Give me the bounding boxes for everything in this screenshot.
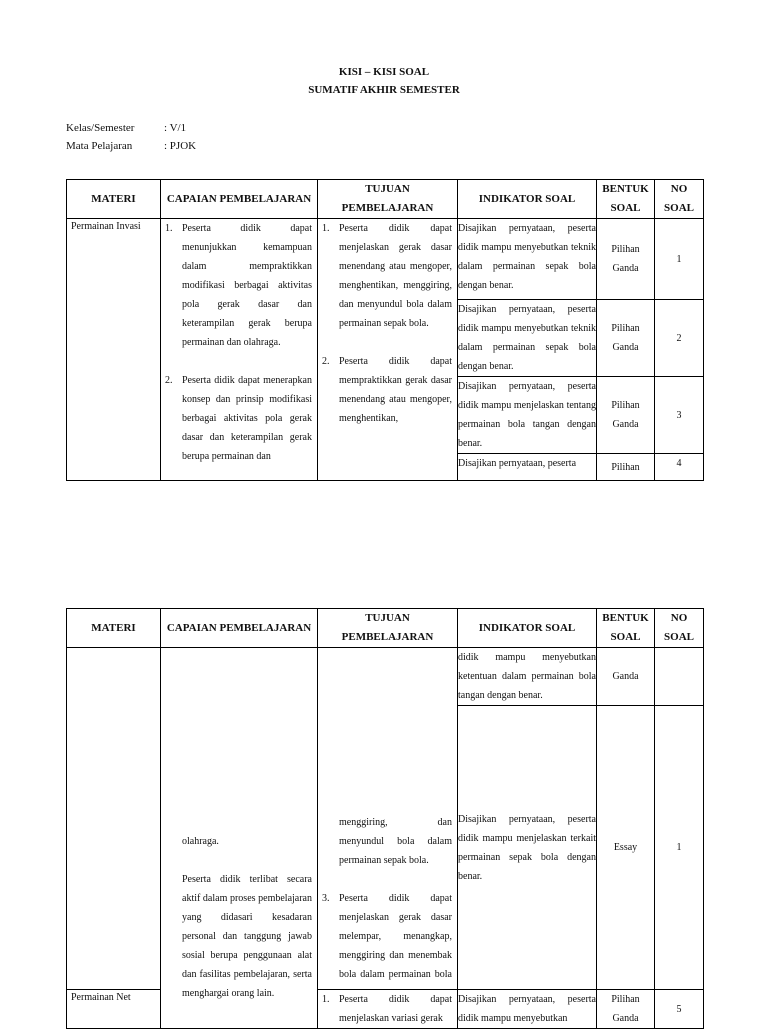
no-cell: 1 bbox=[655, 219, 704, 300]
bentuk-cell bbox=[597, 219, 655, 300]
tujuan-item-number: 1. bbox=[322, 994, 330, 1005]
header-bentuk-line2: SOAL bbox=[610, 202, 641, 214]
doc-subtitle: SUMATIF AKHIR SEMESTER bbox=[308, 84, 460, 96]
header-no-line2: SOAL bbox=[664, 631, 694, 643]
bentuk-cell bbox=[597, 300, 655, 377]
header-tujuan-line2: PEMBELAJARAN bbox=[341, 202, 434, 214]
bentuk-cell bbox=[597, 377, 655, 454]
tujuan-cell bbox=[318, 648, 458, 990]
tujuan-item-number: 2. bbox=[322, 356, 330, 367]
mapel-value: : PJOK bbox=[164, 140, 197, 152]
tujuan-item-text: Peserta didik dapat mempraktikkan gerak dasar menendang atau mengoper, menghentikan, bbox=[339, 356, 452, 424]
tujuan-item-number: 1. bbox=[322, 223, 330, 234]
capaian-item-number: 2. bbox=[165, 375, 173, 386]
bentuk-line1: Pilihan bbox=[611, 323, 640, 334]
header-bentuk-line2: SOAL bbox=[610, 631, 641, 643]
header-no-line1: NO bbox=[670, 183, 688, 195]
header-no bbox=[655, 180, 704, 219]
header-bentuk bbox=[597, 180, 655, 219]
bentuk-line2: Ganda bbox=[612, 342, 639, 353]
capaian-item-2 bbox=[161, 371, 317, 466]
capaian-cell bbox=[161, 219, 318, 481]
capaian-item-1 bbox=[161, 219, 317, 352]
capaian-item-text: Peserta didik dapat menerapkan konsep dan prinsip modifikasi berbagai aktivitas pola gerak dasar dan keterampilan gerak berupa permainan dan bbox=[182, 375, 312, 462]
kisi-table-2 bbox=[66, 608, 704, 1029]
mapel-label: Mata Pelajaran bbox=[66, 140, 133, 152]
bentuk-line1: Pilihan bbox=[611, 400, 640, 411]
bentuk-cell: Ganda bbox=[597, 648, 655, 706]
indikator-cell: Disajikan pernyataan, peserta didik mampu menjelaskan tentang permainan bola tangan dengan benar. bbox=[458, 377, 597, 454]
kisi-table-1 bbox=[66, 179, 704, 481]
header-materi: MATERI bbox=[67, 180, 161, 219]
tujuan-item-text: Peserta didik dapat menjelaskan gerak dasar menendang atau mengoper, menghentikan, menggiring, dan menyundul bola dalam permainan sepak bola. bbox=[339, 223, 452, 329]
header-no-line1: NO bbox=[670, 612, 688, 624]
materi-cell: Permainan Net bbox=[67, 990, 161, 1029]
indikator-cell: Disajikan pernyataan, peserta bbox=[458, 454, 597, 481]
doc-title: KISI – KISI SOAL bbox=[338, 66, 430, 78]
tujuan-item-1 bbox=[318, 990, 457, 1028]
no-cell: 5 bbox=[655, 990, 704, 1029]
indikator-cell: Disajikan pernyataan, peserta didik mampu menyebutkan teknik dalam permainan sepak bola dengan benar. bbox=[458, 219, 597, 300]
materi-cell-empty bbox=[67, 648, 161, 990]
no-cell bbox=[655, 648, 704, 706]
capaian-item-number: 1. bbox=[165, 223, 173, 234]
no-cell: 1 bbox=[655, 706, 704, 990]
no-cell: 4 bbox=[655, 454, 704, 481]
bentuk-line2: Ganda bbox=[612, 419, 639, 430]
header-tujuan-line1: TUJUAN bbox=[365, 183, 410, 195]
capaian-tail: olahraga. bbox=[182, 836, 219, 847]
bentuk-line1: Pilihan bbox=[611, 994, 640, 1005]
tujuan-item-2 bbox=[318, 352, 457, 428]
tujuan-item-number: 3. bbox=[322, 893, 330, 904]
kelas-value: : V/1 bbox=[164, 122, 187, 134]
tujuan-item-1 bbox=[318, 219, 457, 333]
kelas-label: Kelas/Semester bbox=[66, 122, 135, 134]
header-tujuan bbox=[318, 609, 458, 648]
materi-cell: Permainan Invasi bbox=[67, 219, 161, 481]
indikator-cell: Disajikan pernyataan, peserta didik mampu menjelaskan terkait permainan sepak bola dengan benar. bbox=[458, 706, 597, 990]
tujuan-tail: menggiring, dan menyundul bola dalam permainan sepak bola. bbox=[339, 817, 452, 866]
capaian-paragraph: Peserta didik terlibat secara aktif dalam proses pembelajaran yang didasari kesadaran personal dan tanggung jawab sosial berupa penggunaan alat dan fasilitas pembelajaran, serta menghargai orang lain. bbox=[182, 874, 312, 999]
table-header-row bbox=[67, 180, 704, 219]
no-cell: 2 bbox=[655, 300, 704, 377]
header-materi: MATERI bbox=[67, 609, 161, 648]
table-header-row bbox=[67, 609, 704, 648]
header-no bbox=[655, 609, 704, 648]
table-row bbox=[67, 648, 704, 706]
header-bentuk-line1: BENTUK bbox=[602, 612, 649, 624]
bentuk-cell: Pilihan bbox=[597, 454, 655, 481]
tujuan-item-text: Peserta didik dapat menjelaskan gerak dasar melempar, menangkap, menggiring dan menembak bola dalam permainan bola bbox=[339, 893, 452, 980]
header-capaian: CAPAIAN PEMBELAJARAN bbox=[161, 180, 318, 219]
bentuk-line1: Pilihan bbox=[611, 244, 640, 255]
header-capaian: CAPAIAN PEMBELAJARAN bbox=[161, 609, 318, 648]
tujuan-cell bbox=[318, 990, 458, 1029]
header-tujuan bbox=[318, 180, 458, 219]
header-tujuan-line1: TUJUAN bbox=[365, 612, 410, 624]
bentuk-line2: Ganda bbox=[612, 1013, 639, 1024]
header-no-line2: SOAL bbox=[664, 202, 694, 214]
indikator-cell: Disajikan pernyataan, peserta didik mampu menyebutkan teknik dalam permainan sepak bola dengan benar. bbox=[458, 300, 597, 377]
capaian-item-text: Peserta didik dapat menunjukkan kemampuan dalam mempraktikkan modifikasi berbagai aktivitas pola gerak dasar dan keterampilan gerak berupa permainan dan olahraga. bbox=[182, 223, 312, 348]
indikator-cell: Disajikan pernyataan, peserta didik mampu menyebutkan bbox=[458, 990, 597, 1029]
tujuan-item-3 bbox=[318, 889, 457, 990]
bentuk-cell bbox=[597, 990, 655, 1029]
header-bentuk bbox=[597, 609, 655, 648]
bentuk-line2: Ganda bbox=[612, 263, 639, 274]
tujuan-item-text: Peserta didik dapat menjelaskan variasi gerak bbox=[339, 994, 452, 1024]
header-indikator: INDIKATOR SOAL bbox=[458, 609, 597, 648]
capaian-cell bbox=[161, 648, 318, 1029]
table-row bbox=[67, 219, 704, 300]
tujuan-cell bbox=[318, 219, 458, 481]
header-indikator: INDIKATOR SOAL bbox=[458, 180, 597, 219]
header-bentuk-line1: BENTUK bbox=[602, 183, 649, 195]
header-tujuan-line2: PEMBELAJARAN bbox=[341, 631, 434, 643]
indikator-cell: didik mampu menyebutkan ketentuan dalam permainan bola tangan dengan benar. bbox=[458, 648, 597, 706]
no-cell: 3 bbox=[655, 377, 704, 454]
bentuk-cell: Essay bbox=[597, 706, 655, 990]
